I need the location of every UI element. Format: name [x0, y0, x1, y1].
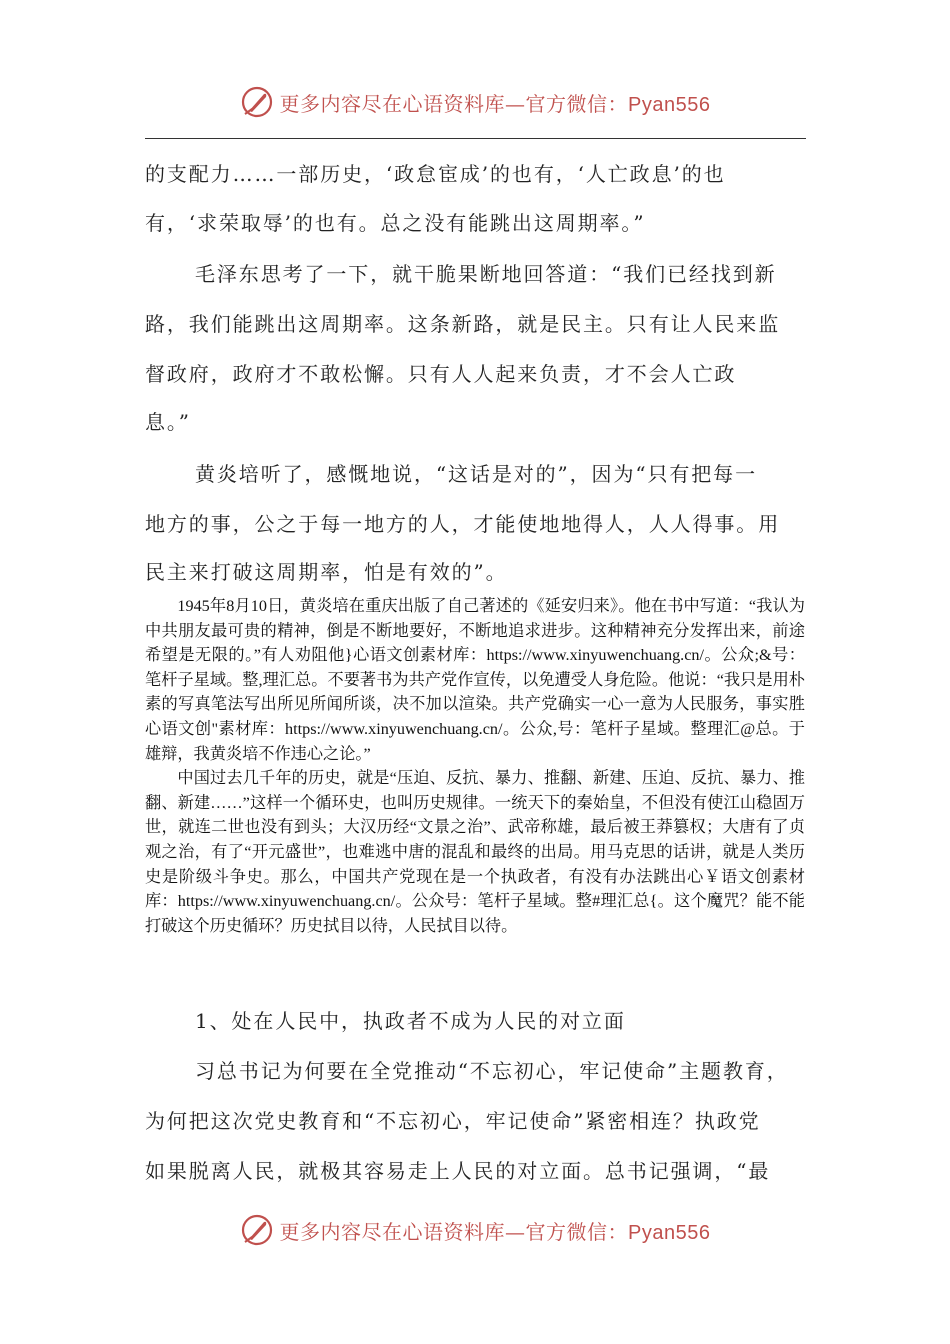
- paragraph: 中国过去几千年的历史，就是“压迫、反抗、暴力、推翻、新建、压迫、反抗、暴力、推翻、新建……”这样一个循环史，也叫历史规律。一统天下的秦始皇，不但没有使江山稳固万世，就连二世也没有到头；大汉历经“文景之治”、武帝称雄，最后被王莽篡权；大唐有了贞观之治，有了“开元盛世”，也难逃中唐的混乱和最终的出局。用马克思的话讲，就是人类历史是阶级斗争史。那么，中国共产党现在是一个执政者，有没有办法跳出心￥语文创素材库：https://www.xinyuwenchuang.cn/。公众号：笔杆子星域。整#理汇总{。这个魔咒？能不能打破这个历史循环？历史拭目以待，人民拭目以待。: [145, 769, 805, 935]
- footer-banner-text: 更多内容尽在心语资料库—官方微信：Pyan556: [279, 1219, 711, 1244]
- header-divider: [145, 138, 806, 139]
- section-heading: 1、处在人民中，执政者不成为人民的对立面: [195, 1009, 626, 1033]
- footer-banner: [0, 1206, 950, 1254]
- quill-logo-icon: [240, 85, 274, 119]
- quill-logo-icon: [240, 1213, 274, 1247]
- body-line: 民主来打破这周期率，怕是有效的”。: [145, 560, 508, 584]
- body-line: 如果脱离人民，就极其容易走上人民的对立面。总书记强调，“最: [145, 1159, 771, 1183]
- body-line: 习总书记为何要在全党推动“不忘初心，牢记使命”主题教育，: [195, 1059, 789, 1083]
- header-wechat-id: Pyan556: [628, 93, 711, 116]
- body-line: 有，‘求荣取辱’的也有。总之没有能跳出这周期率。”: [145, 211, 646, 235]
- body-line: 路，我们能跳出这周期率。这条新路，就是民主。只有让人民来监: [145, 312, 781, 336]
- paragraph: 1945年8月10日，黄炎培在重庆出版了自己著述的《延安归来》。他在书中写道：“我认为中共朋友最可贵的精神，倒是不断地要好，不断地追求进步。这种精神充分发挥出来，前途希望是无限的。”有人劝阻他}心语文创素材库：https://www.xinyuwenchuang.cn/。公众;&号：笔杆子星域。整,理汇总。不要著书为共产党作宣传，以免遭受人身危险。他说：“我只是用朴素的写真笔法写出所见所闻所谈，决不加以渲染。共产党确实一心一意为人民服务，事实胜心语文创"素材库：https://www.xinyuwenchuang.cn/。公众,号：笔杆子星域。整理汇@总。于雄辩，我黄炎培不作违心之论。”: [145, 597, 805, 763]
- dense-text-block: [145, 594, 805, 938]
- header-banner: [0, 78, 950, 126]
- body-line: 督政府，政府才不敢松懈。只有人人起来负责，才不会人亡政: [145, 362, 737, 386]
- header-banner-text: 更多内容尽在心语资料库—官方微信：Pyan556: [279, 91, 711, 116]
- footer-wechat-id: Pyan556: [628, 1221, 711, 1244]
- body-line: 的支配力……一部历史，‘政怠宦成’的也有，‘人亡政息’的也: [145, 162, 726, 186]
- body-line: 毛泽东思考了一下，就干脆果断地回答道：“我们已经找到新: [195, 262, 777, 286]
- body-line: 息。”: [145, 410, 191, 434]
- body-line: 地方的事，公之于每一地方的人，才能使地地得人，人人得事。用: [145, 512, 781, 536]
- body-line: 为何把这次党史教育和“不忘初心，牢记使命”紧密相连？执政党: [145, 1109, 761, 1133]
- body-line: 黄炎培听了，感慨地说，“这话是对的”，因为“只有把每一: [195, 462, 757, 486]
